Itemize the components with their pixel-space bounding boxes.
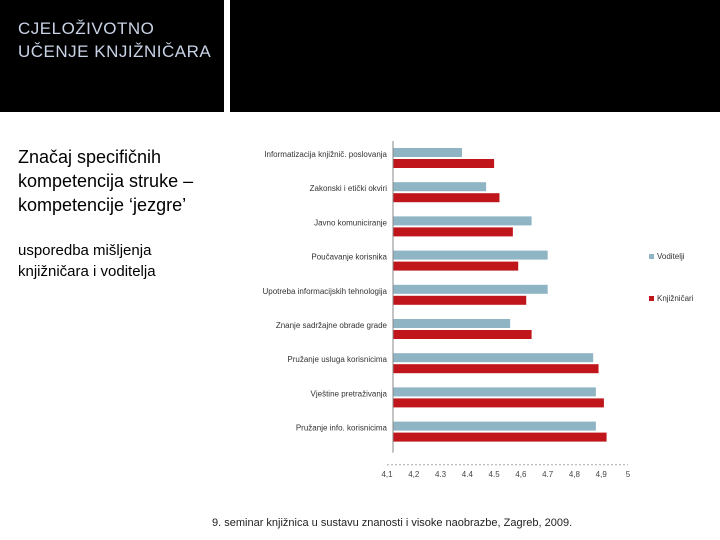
x-tick-label: 4.5: [488, 469, 500, 479]
bar-knjižničari: [393, 330, 532, 339]
category-label: Zakonski i etički okviri: [309, 184, 387, 194]
category-label: Pružanje info. korisnicima: [295, 423, 387, 433]
bar-knjižničari: [393, 227, 513, 236]
category-label: Vještine pretraživanja: [310, 389, 387, 399]
slide-heading: Značaj specifičnih kompetencija struke – kompetencije ‘jezgre’: [18, 147, 194, 215]
x-tick-label: 4,2: [408, 469, 420, 479]
category-label: Poučavanje korisnika: [311, 252, 387, 262]
bar-voditelji: [393, 319, 510, 328]
bar-chart: [230, 135, 720, 480]
category-label: Pružanje usluga korisnicima: [287, 355, 387, 365]
x-tick-label: 4,1: [381, 469, 393, 479]
chart-svg: [230, 135, 720, 480]
slide-subheading: usporedba mišljenja knjižničara i voditelja: [18, 242, 156, 280]
x-tick-label: 4.7: [542, 469, 554, 479]
bar-voditelji: [393, 216, 532, 225]
bar-knjižničari: [393, 296, 526, 305]
bar-voditelji: [393, 148, 462, 157]
x-tick-label: 5: [625, 469, 631, 479]
bar-knjižničari: [393, 262, 518, 271]
legend-swatch: [649, 254, 654, 259]
legend-label: Voditelji: [657, 252, 685, 261]
bar-knjižničari: [393, 364, 599, 373]
title-panel: [0, 0, 224, 112]
category-label: Upotreba informacijskih tehnologija: [262, 286, 387, 296]
category-label: Javno komuniciranje: [314, 218, 387, 228]
bar-voditelji: [393, 182, 486, 191]
bar-knjižničari: [393, 159, 494, 168]
x-tick-label: 4.4: [461, 469, 473, 479]
bar-voditelji: [393, 251, 548, 260]
x-tick-label: 4,6: [515, 469, 527, 479]
x-tick-label: 4.3: [434, 469, 447, 479]
x-tick-label: 4,8: [568, 469, 581, 479]
bar-voditelji: [393, 387, 596, 396]
x-tick-label: 4,9: [595, 469, 607, 479]
bar-voditelji: [393, 422, 596, 431]
slide-title: CJELOŽIVOTNO UČENJE KNJIŽNIČARA: [18, 19, 212, 61]
category-label: Znanje sadržajne obrade grade: [275, 321, 387, 330]
bar-knjižničari: [393, 433, 607, 442]
bar-knjižničari: [393, 193, 499, 202]
legend-swatch: [649, 296, 654, 301]
category-label: Informatizacija knjižnič. poslovanja: [264, 150, 387, 159]
legend-label: Knjižničari: [657, 294, 694, 303]
bar-voditelji: [393, 353, 593, 362]
bar-voditelji: [393, 285, 548, 294]
header-panel: [230, 0, 720, 112]
bar-knjižničari: [393, 398, 604, 407]
footer-citation: 9. seminar knjižnica u sustavu znanosti i visoke naobrazbe, Zagreb, 2009.: [212, 517, 573, 529]
